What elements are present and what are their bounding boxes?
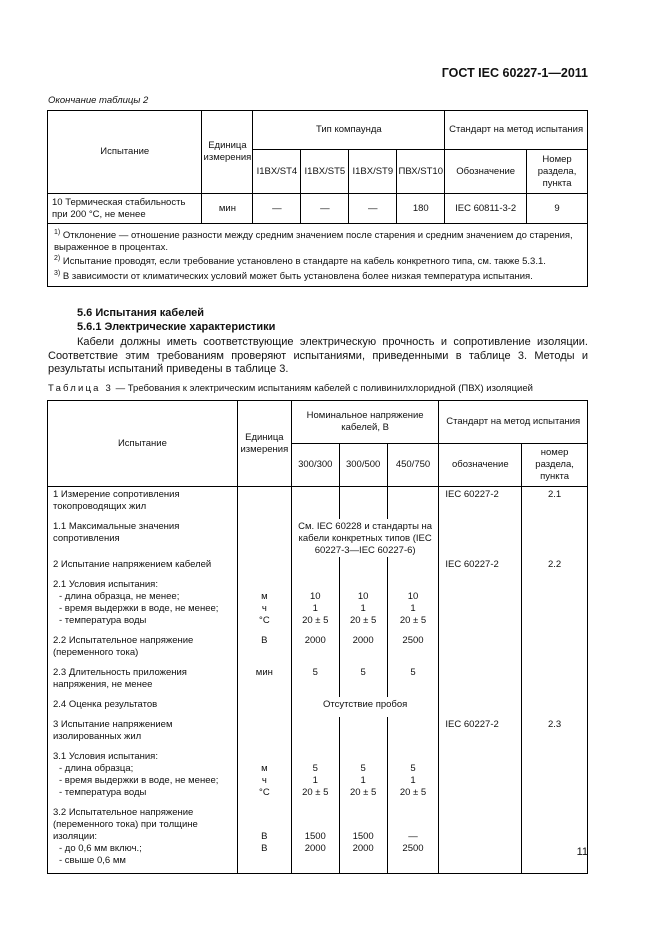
- t2-head-compound: I1BX/ST9: [349, 150, 397, 194]
- t2-head-test: Испытание: [48, 111, 202, 194]
- table3-caption: Таблица 3 — Требования к электрическим испытаниям кабелей с поливинилхлоридной (ПВХ) изоляцией: [48, 383, 533, 394]
- section-heading-5-6-1: 5.6.1 Электрические характеристики: [77, 321, 276, 333]
- t3-head-section: номер раздела, пункта: [522, 444, 588, 487]
- table-row: 2.4 Оценка результатов Отсутствие пробоя: [48, 697, 588, 717]
- footnote: $^{2)}$ Испытание проводят, если требование установлено в стандарте на кабель конкретного типа, см. также 5.3.1.: [54, 255, 546, 268]
- t3-head-standard: Стандарт на метод испытания: [439, 401, 588, 444]
- t2-row-section: 9: [527, 194, 588, 224]
- t3-head-unit: Единица измерения: [237, 401, 291, 487]
- t3-head-designation: обозначение: [439, 444, 522, 487]
- table-row: 3 Испытание напряжением изолированных жил IEC 60227-2 2.3: [48, 717, 588, 749]
- footnote: $^{1)}$ Отклонение — отношение разности между средним значением после старения и средним значением до старения, выраженное в процентах.: [54, 229, 573, 253]
- t2-row-test: 10 Термическая стабильность при 200 °С, не менее: [48, 194, 202, 224]
- table-row: 2.3 Длительность приложения напряжения, не менее мин 5 5 5: [48, 665, 588, 697]
- t2-head-section: Номер раздела, пункта: [527, 150, 588, 194]
- document-header: ГОСТ IEC 60227-1—2011: [441, 66, 588, 80]
- t2-footnotes: [48, 224, 588, 287]
- table-row: 2.1 Условия испытания: - длина образца, не менее; - время выдержки в воде, не менее; - температура воды м ч °С 10 1 20 ± 5 10 1 20 ± 5 10 1 20 ± 5: [48, 577, 588, 633]
- t3-head-voltage-value: 300/500: [339, 444, 387, 487]
- table-3: [47, 400, 588, 874]
- t2-head-compound-type: Тип компаунда: [253, 111, 445, 150]
- t2-row-unit: мин: [202, 194, 253, 224]
- t2-row-value: 180: [397, 194, 445, 224]
- table2-caption: Окончание таблицы 2: [48, 95, 149, 106]
- t2-head-designation: Обозначение: [445, 150, 527, 194]
- table-row: 3.1 Условия испытания: - длина образца; - время выдержки в воде, не менее; - температура воды м ч °С 5 1 20 ± 5 5 1 20 ± 5 5 1 20 ± 5: [48, 749, 588, 805]
- section-paragraph: Кабели должны иметь соответствующие электрическую прочность и сопротивление изоляции. Соответствие этим требованиям проверяют испытаниями, приведенными в таблице 3. Методы и результаты испытаний приведены в таблице 3.: [48, 336, 588, 375]
- t2-row-value: —: [253, 194, 301, 224]
- t3-head-voltage-value: 450/750: [387, 444, 439, 487]
- table-row: 2 Испытание напряжением кабелей IEC 60227-2 2.2: [48, 557, 588, 577]
- table-row: 1 Измерение сопротивления токопроводящих жил IEC 60227-2 2.1: [48, 487, 588, 520]
- t2-head-standard: Стандарт на метод испытания: [445, 111, 588, 150]
- table-row: 3.2 Испытательное напряжение (переменного тока) при толщине изоляции: - до 0,6 мм включ.; - свыше 0,6 мм В В 1500 2000 1500 2000 — 2500: [48, 805, 588, 874]
- t2-row-designation: IEC 60811-3-2: [445, 194, 527, 224]
- page-number: 11: [576, 846, 588, 858]
- t2-head-compound: I1BX/ST4: [253, 150, 301, 194]
- table-2: [47, 110, 588, 287]
- footnote: $^{3)}$ В зависимости от климатических условий может быть установлена более низкая температура испытания.: [54, 269, 533, 282]
- t3-head-voltage: Номинальное напряжение кабелей, В: [291, 401, 439, 444]
- t2-head-unit: Единица измерения: [202, 111, 253, 194]
- t2-head-compound: I1BX/ST5: [301, 150, 349, 194]
- t3-head-voltage-value: 300/300: [291, 444, 339, 487]
- table-row: 2.2 Испытательное напряжение (переменного тока) В 2000 2000 2500: [48, 633, 588, 665]
- t2-head-compound: ПВХ/ST10: [397, 150, 445, 194]
- section-heading-5-6: 5.6 Испытания кабелей: [77, 307, 205, 319]
- table-row: 1.1 Максимальные значения сопротивления См. IEC 60228 и стандарты на кабели конкретных типов (IEC 60227-3—IEC 60227-6): [48, 519, 588, 557]
- t2-row-value: —: [349, 194, 397, 224]
- t3-head-test: Испытание: [48, 401, 238, 487]
- t2-row-value: —: [301, 194, 349, 224]
